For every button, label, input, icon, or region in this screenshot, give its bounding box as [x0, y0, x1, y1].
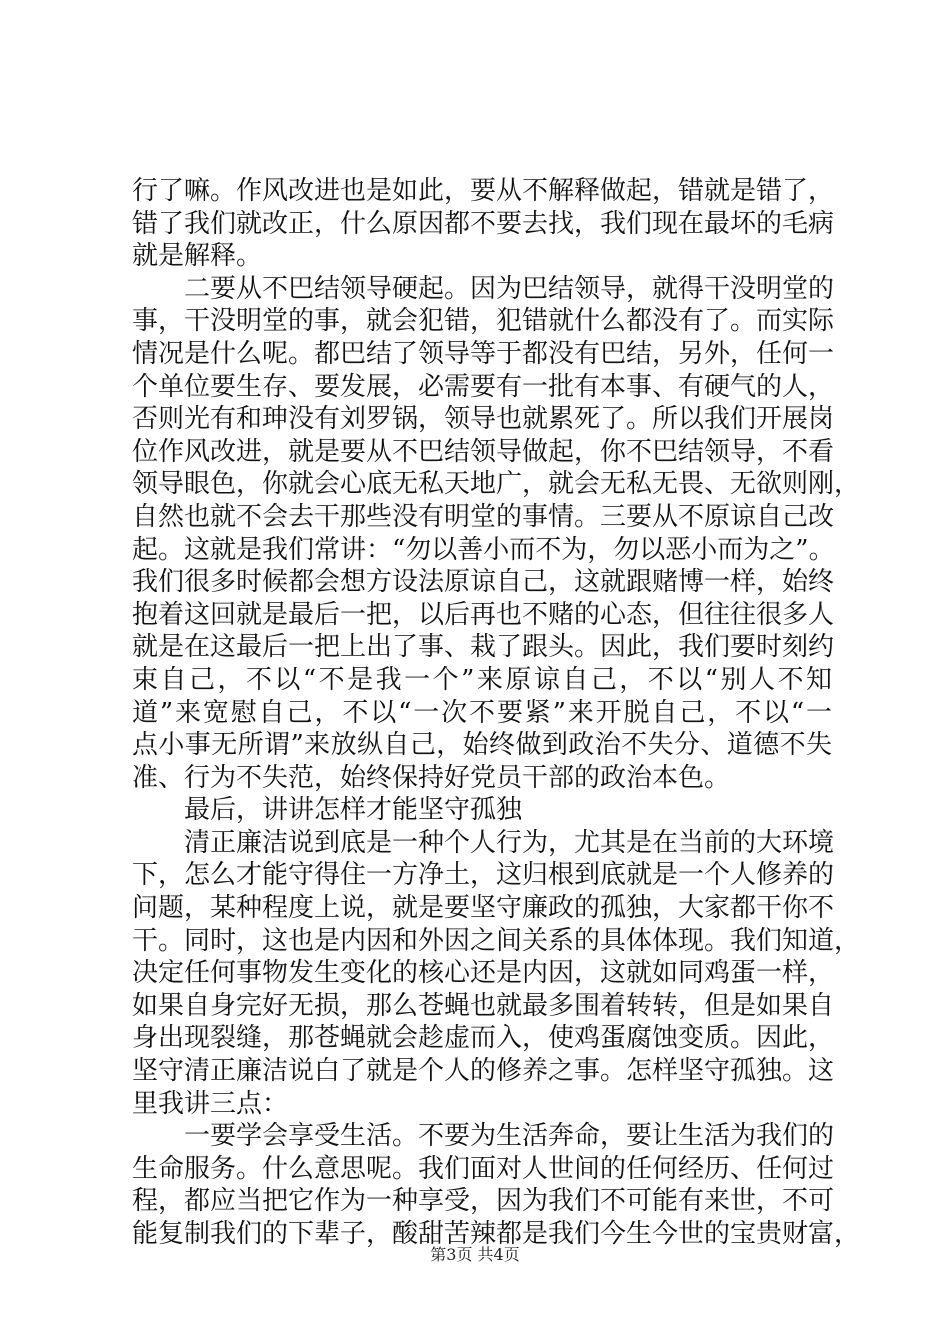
text-line: 位作风改进，就是要从不巴结领导做起，你不巴结领导，不看	[132, 436, 835, 467]
text-line: 情况是什么呢。都巴结了领导等于都没有巴结，另外，任何一	[132, 338, 835, 369]
text-line: 一要学会享受生活。不要为生活奔命，要让生活为我们的	[184, 1121, 835, 1152]
text-line: 清正廉洁说到底是一种个人行为，尤其是在当前的大环境	[184, 827, 835, 858]
text-line: 否则光有和珅没有刘罗锅，领导也就累死了。所以我们开展岗	[132, 404, 835, 435]
text-line: 坚守清正廉洁说白了就是个人的修养之事。怎样坚守孤独。这	[132, 1056, 835, 1087]
text-line: 行了嘛。作风改进也是如此，要从不解释做起，错就是错了，	[132, 176, 835, 206]
text-line: 起。这就是我们常讲：“勿以善小而不为，勿以恶小而为之”。	[132, 534, 835, 565]
text-line: 身出现裂缝，那苍蝇就会趁虚而入，使鸡蛋腐蚀变质。因此，	[132, 1023, 835, 1054]
text-line: 下，怎么才能守得住一方净土，这归根到底就是一个人修养的	[132, 860, 835, 891]
text-line: 领导眼色，你就会心底无私天地广，就会无私无畏、无欲则刚，	[132, 469, 861, 500]
text-line: 能复制我们的下辈子，酸甜苦辣都是我们今生今世的宝贵财富，	[132, 1219, 861, 1249]
text-line: 就是在这最后一把上出了事、栽了跟头。因此，我们要时刻约	[132, 632, 835, 663]
document-body	[132, 175, 861, 1251]
text-line: 干。同时，这也是内因和外因之间关系的具体体现。我们知道，	[132, 925, 861, 956]
page-number-footer: 第3页 共4页	[430, 1245, 520, 1264]
section-heading: 最后，讲讲怎样才能坚守孤独	[184, 795, 523, 826]
text-line: 束自己，不以“不是我一个”来原谅自己，不以“别人不知	[132, 664, 832, 695]
text-line: 如果自身完好无损，那么苍蝇也就最多围着转转，但是如果自	[132, 990, 835, 1021]
text-line: 就是解释。	[132, 241, 263, 272]
text-line: 决定任何事物发生变化的核心还是内因，这就如同鸡蛋一样，	[132, 958, 835, 989]
text-line: 里我讲三点：	[132, 1088, 289, 1119]
text-line: 自然也就不会去干那些没有明堂的事情。三要从不原谅自己改	[132, 501, 835, 532]
text-line: 抱着这回就是最后一把，以后再也不赌的心态，但往往很多人	[132, 599, 835, 630]
text-line: 点小事无所谓”来放纵自己，始终做到政治不失分、道德不失	[132, 730, 832, 761]
text-line: 程，都应当把它作为一种享受，因为我们不可能有来世，不可	[132, 1186, 835, 1217]
text-line: 准、行为不失范，始终保持好党员干部的政治本色。	[132, 762, 731, 793]
text-line: 生命服务。什么意思呢。我们面对人世间的任何经历、任何过	[132, 1153, 835, 1184]
text-line: 我们很多时候都会想方设法原谅自己，这就跟赌博一样，始终	[132, 567, 835, 598]
text-line: 事，干没明堂的事，就会犯错，犯错就什么都没有了。而实际	[132, 306, 835, 337]
text-line: 错了我们就改正，什么原因都不要去找，我们现在最坏的毛病	[132, 208, 835, 239]
text-line: 二要从不巴结领导硬起。因为巴结领导，就得干没明堂的	[184, 273, 835, 304]
text-line: 道”来宽慰自己，不以“一次不要紧”来开脱自己，不以“一	[132, 697, 832, 728]
text-line: 个单位要生存、要发展，必需要有一批有本事、有硬气的人，	[132, 371, 835, 402]
text-line: 问题，某种程度上说，就是要坚守廉政的孤独，大家都干你不	[132, 893, 835, 924]
